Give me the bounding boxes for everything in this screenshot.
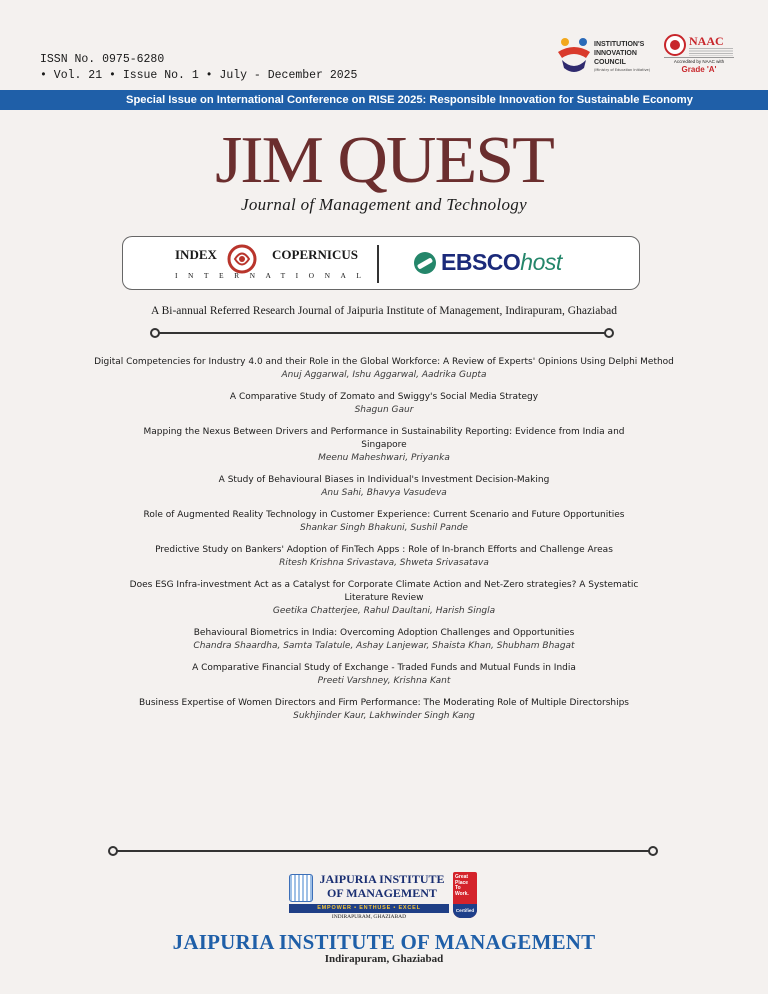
article-title: Predictive Study on Bankers' Adoption of FinTech Apps : Role of In-branch Efforts and Challenge Areas bbox=[155, 545, 613, 555]
banner-text: Special Issue on International Conference on RISE 2025: Responsible Innovation for Sustainable Economy bbox=[126, 94, 693, 106]
article-item bbox=[80, 579, 688, 618]
iic-logo bbox=[556, 36, 656, 78]
article-title: A Comparative Study of Zomato and Swiggy's Social Media Strategy bbox=[229, 392, 539, 402]
iic-subline: (Ministry of Education Initiative) bbox=[594, 68, 651, 72]
footer-institute-name: JAIPURIA INSTITUTE OF MANAGEMENT bbox=[172, 930, 596, 954]
journal-tagline: A Bi-annual Referred Research Journal of Jaipuria Institute of Management, Indirapuram, Ghaziabad bbox=[151, 305, 617, 317]
naac-grade: Grade 'A' bbox=[681, 65, 717, 74]
institute-name-line-2: OF MANAGEMENT bbox=[327, 886, 437, 900]
article-title: Does ESG Infra-investment Act as a Catalyst for Corporate Climate Action and Net-Zero strategies? A Systematic Literature Review bbox=[129, 580, 639, 603]
institute-logo-name bbox=[319, 872, 445, 900]
ebsco-host-word: host bbox=[520, 249, 562, 275]
article-title: Digital Competencies for Industry 4.0 and their Role in the Global Workforce: A Review of Experts' Opinions Using Delphi Method bbox=[94, 357, 674, 367]
article-title: Business Expertise of Women Directors and Firm Performance: The Moderating Role of Multiple Directorships bbox=[138, 698, 630, 708]
iic-line-1: INSTITUTION'S bbox=[594, 41, 645, 48]
top-divider bbox=[150, 328, 614, 338]
article-item bbox=[80, 391, 688, 417]
article-authors: Anu Sahi, Bhavya Vasudeva bbox=[321, 488, 447, 498]
indexing-box bbox=[122, 236, 640, 290]
ebsco-logo-icon bbox=[414, 252, 436, 274]
article-item bbox=[80, 426, 688, 465]
special-issue-banner bbox=[0, 90, 768, 110]
article-item bbox=[80, 662, 688, 688]
index-copernicus-right: COPERNICUS bbox=[272, 247, 358, 262]
gptw-line: Work. bbox=[455, 890, 469, 897]
article-title: Role of Augmented Reality Technology in Customer Experience: Current Scenario and Future Opportunities bbox=[143, 510, 625, 520]
naac-word: NAAC bbox=[689, 34, 724, 48]
ebsco-wordmark bbox=[441, 249, 562, 276]
article-item bbox=[80, 474, 688, 500]
article-authors: Chandra Shaardha, Samta Talatule, Ashay Lanjewar, Shaista Khan, Shubham Bhagat bbox=[193, 641, 575, 651]
issn-number: ISSN No. 0975-6280 bbox=[40, 53, 165, 66]
institute-logo-location: INDIRAPURAM, GHAZIABAD bbox=[331, 914, 407, 920]
article-authors: Shagun Gaur bbox=[354, 405, 414, 415]
article-authors: Ritesh Krishna Srivastava, Shweta Srivasatava bbox=[279, 558, 489, 568]
volume-issue-date: • Vol. 21 • Issue No. 1 • July - December 2025 bbox=[40, 69, 358, 82]
gptw-line: Great bbox=[455, 874, 469, 880]
gptw-line: To bbox=[455, 885, 461, 892]
footer-location: Indirapuram, Ghaziabad bbox=[324, 953, 444, 965]
institute-motto: EMPOWER • ENTHUSE • EXCEL bbox=[289, 904, 449, 913]
article-title: Mapping the Nexus Between Drivers and Performance in Sustainability Reporting: Evidence from India and Singapore bbox=[143, 427, 625, 450]
article-title: A Comparative Financial Study of Exchange - Traded Funds and Mutual Funds in India bbox=[192, 663, 576, 673]
logo-separator bbox=[377, 245, 379, 283]
article-authors: Meenu Maheshwari, Priyanka bbox=[318, 453, 450, 463]
journal-title: JIM QUEST bbox=[215, 123, 553, 198]
article-authors: Preeti Varshney, Krishna Kant bbox=[317, 676, 451, 686]
article-title: A Study of Behavioural Biases in Individual's Investment Decision-Making bbox=[218, 475, 550, 485]
institute-name-line-1: JAIPURIA INSTITUTE bbox=[319, 872, 445, 886]
article-list bbox=[80, 356, 688, 732]
article-item bbox=[80, 627, 688, 653]
article-item bbox=[80, 356, 688, 382]
naac-logo bbox=[664, 34, 734, 78]
issue-info bbox=[40, 52, 357, 84]
naac-fine-print bbox=[689, 48, 733, 56]
iic-people-icon bbox=[556, 36, 592, 76]
index-copernicus-left: INDEX bbox=[175, 247, 217, 262]
article-authors: Sukhjinder Kaur, Lakhwinder Singh Kang bbox=[293, 711, 475, 721]
ebsco-word: EBSCO bbox=[441, 249, 521, 275]
gptw-certified: Certified bbox=[453, 904, 477, 918]
bottom-divider bbox=[108, 846, 658, 856]
article-authors: Anuj Aggarwal, Ishu Aggarwal, Aadrika Gupta bbox=[281, 370, 487, 380]
naac-accredited: Accredited by NAAC with bbox=[664, 57, 734, 64]
institute-emblem-icon bbox=[289, 874, 313, 902]
journal-subtitle: Journal of Management and Technology bbox=[241, 195, 527, 214]
gptw-line: Place bbox=[455, 879, 469, 886]
great-place-to-work-badge bbox=[453, 872, 477, 918]
article-authors: Geetika Chatterjee, Rahul Daultani, Harish Singla bbox=[272, 606, 496, 616]
article-authors: Shankar Singh Bhakuni, Sushil Pande bbox=[300, 523, 468, 533]
index-copernicus-international: INTERNATIONAL bbox=[175, 271, 372, 280]
article-item bbox=[80, 544, 688, 570]
article-title: Behavioural Biometrics in India: Overcoming Adoption Challenges and Opportunities bbox=[193, 628, 575, 638]
index-copernicus-logo-icon bbox=[227, 244, 257, 274]
naac-seal-icon bbox=[664, 34, 686, 56]
article-item bbox=[80, 509, 688, 535]
article-item bbox=[80, 697, 688, 723]
institute-logo bbox=[289, 872, 479, 920]
iic-line-3: COUNCIL bbox=[594, 59, 626, 66]
iic-line-2: INNOVATION bbox=[594, 50, 637, 57]
